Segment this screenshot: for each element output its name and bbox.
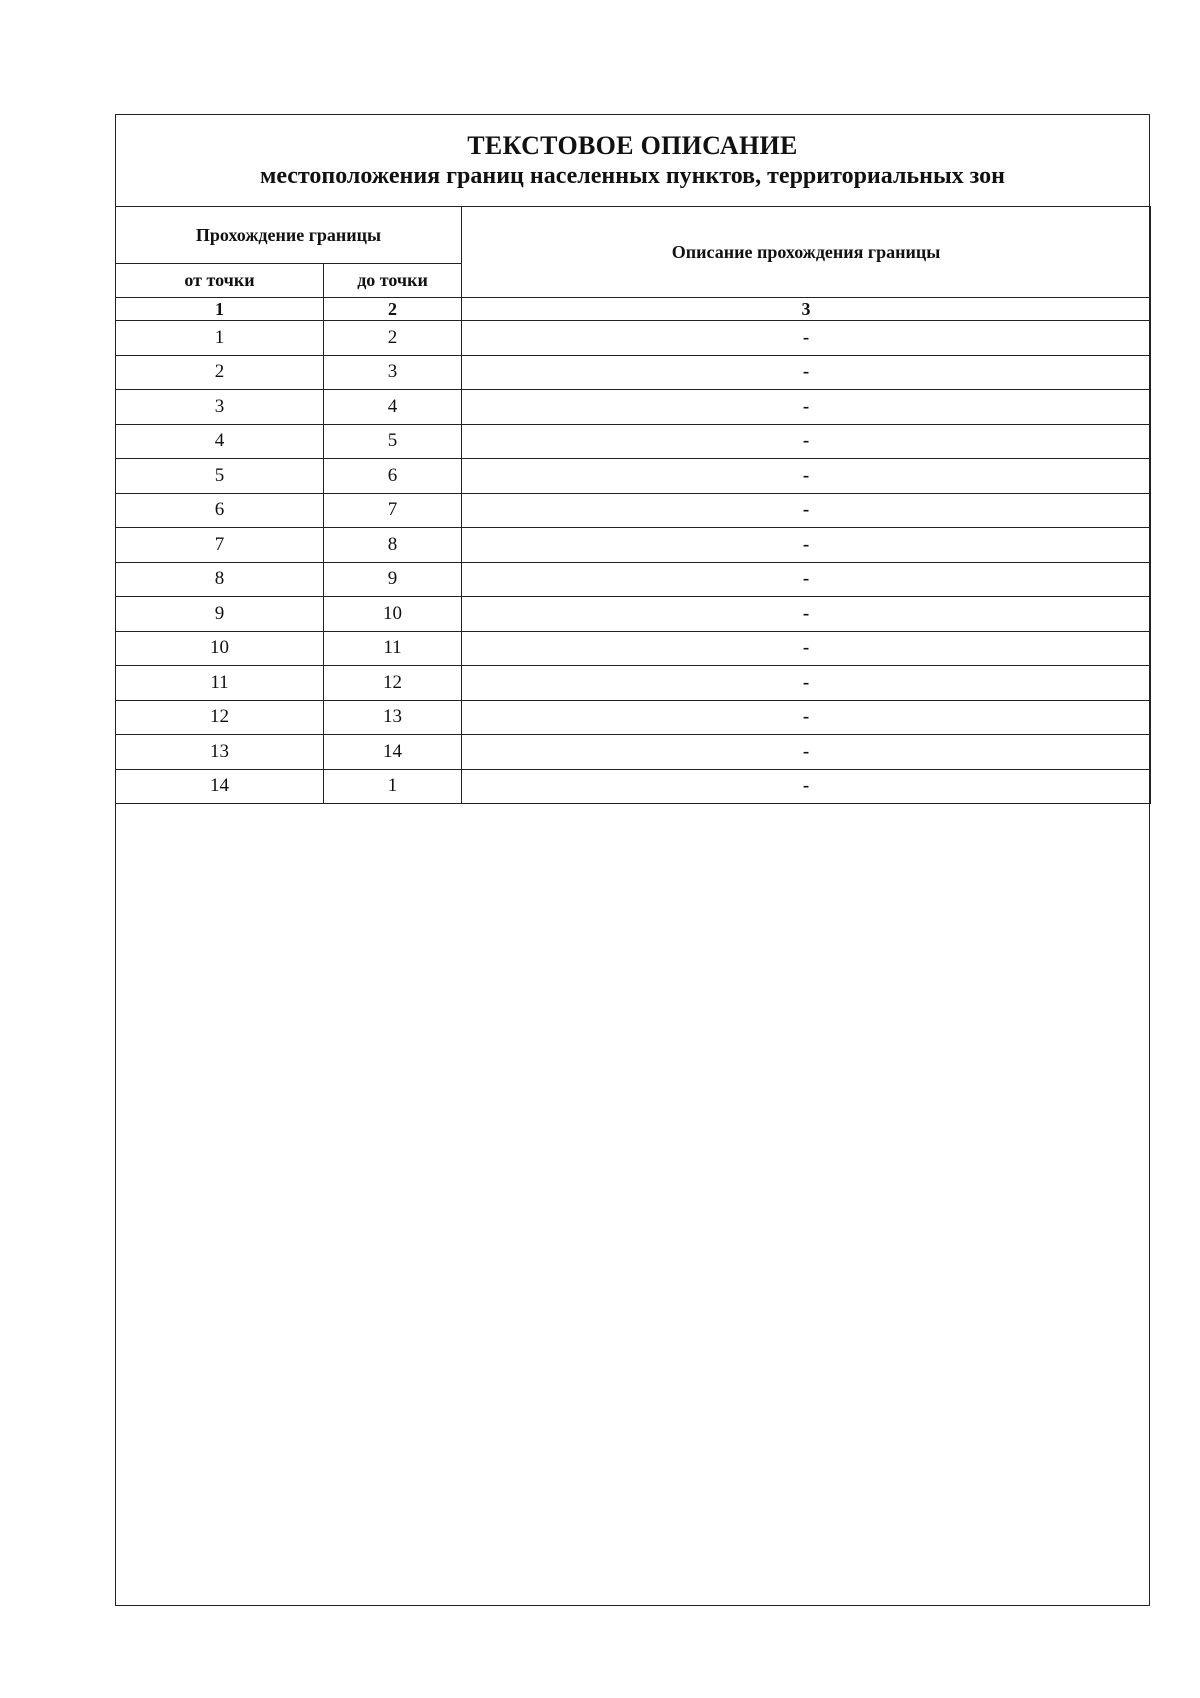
to-point-cell: 2 — [324, 321, 462, 356]
table-row — [116, 769, 1151, 804]
table-row — [116, 666, 1151, 701]
from-point-cell: 2 — [116, 355, 324, 390]
from-point-cell: 4 — [116, 424, 324, 459]
table-row — [116, 424, 1151, 459]
to-point-cell: 9 — [324, 562, 462, 597]
from-point-cell: 10 — [116, 631, 324, 666]
table-row — [116, 700, 1151, 735]
column-number-2: 2 — [324, 298, 462, 321]
table-row — [116, 321, 1151, 356]
description-cell: - — [462, 597, 1151, 632]
description-cell: - — [462, 700, 1151, 735]
document-title: ТЕКСТОВОЕ ОПИСАНИЕ — [467, 131, 798, 160]
table-row — [116, 355, 1151, 390]
to-point-cell: 1 — [324, 769, 462, 804]
from-point-cell: 6 — [116, 493, 324, 528]
table-row — [116, 390, 1151, 425]
description-cell: - — [462, 493, 1151, 528]
description-cell: - — [462, 562, 1151, 597]
from-point-cell: 14 — [116, 769, 324, 804]
to-point-cell: 7 — [324, 493, 462, 528]
description-cell: - — [462, 528, 1151, 563]
from-point-cell: 9 — [116, 597, 324, 632]
header-description: Описание прохождения границы — [462, 207, 1151, 298]
title-block — [116, 115, 1149, 207]
to-point-cell: 14 — [324, 735, 462, 770]
document-frame — [115, 114, 1150, 1606]
from-point-cell: 3 — [116, 390, 324, 425]
table-row — [116, 528, 1151, 563]
column-number-1: 1 — [116, 298, 324, 321]
to-point-cell: 3 — [324, 355, 462, 390]
description-cell: - — [462, 666, 1151, 701]
description-cell: - — [462, 631, 1151, 666]
table-row — [116, 459, 1151, 494]
from-point-cell: 5 — [116, 459, 324, 494]
table-row — [116, 597, 1151, 632]
description-cell: - — [462, 459, 1151, 494]
description-cell: - — [462, 321, 1151, 356]
from-point-cell: 13 — [116, 735, 324, 770]
to-point-cell: 12 — [324, 666, 462, 701]
header-to-point: до точки — [324, 264, 462, 298]
from-point-cell: 7 — [116, 528, 324, 563]
header-from-point: от точки — [116, 264, 324, 298]
from-point-cell: 8 — [116, 562, 324, 597]
table-row — [116, 562, 1151, 597]
to-point-cell: 13 — [324, 700, 462, 735]
table-row — [116, 631, 1151, 666]
description-cell: - — [462, 735, 1151, 770]
description-cell: - — [462, 424, 1151, 459]
to-point-cell: 5 — [324, 424, 462, 459]
column-number-3: 3 — [462, 298, 1151, 321]
to-point-cell: 10 — [324, 597, 462, 632]
table-row — [116, 735, 1151, 770]
document-subtitle: местоположения границ населенных пунктов, территориальных зон — [259, 163, 1006, 189]
description-cell: - — [462, 355, 1151, 390]
from-point-cell: 1 — [116, 321, 324, 356]
boundary-table — [115, 206, 1151, 804]
description-cell: - — [462, 390, 1151, 425]
to-point-cell: 11 — [324, 631, 462, 666]
from-point-cell: 11 — [116, 666, 324, 701]
header-boundary-passage: Прохождение границы — [116, 207, 462, 264]
table-row — [116, 493, 1151, 528]
to-point-cell: 8 — [324, 528, 462, 563]
to-point-cell: 6 — [324, 459, 462, 494]
from-point-cell: 12 — [116, 700, 324, 735]
to-point-cell: 4 — [324, 390, 462, 425]
description-cell: - — [462, 769, 1151, 804]
